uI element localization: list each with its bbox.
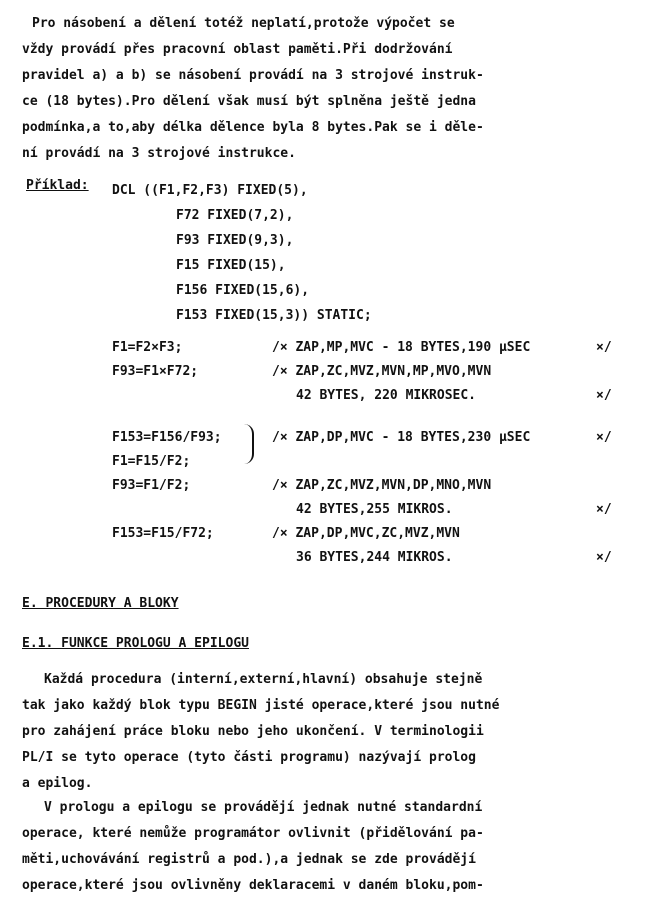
code-comment: /× ZAP,ZC,MVZ,MVN,DP,MNO,MVN	[272, 478, 492, 493]
code-statement: F93=F1/F2;	[112, 478, 191, 493]
body-line: měti,uchovávání registrů a pod.),a jednak se zde provádějí	[22, 852, 476, 867]
example-label: Příklad:	[26, 178, 89, 193]
intro-line: podmínka,a to,aby délka dělence byla 8 bytes.Pak se i děle-	[22, 120, 484, 135]
code-declaration-line: F93 FIXED(9,3),	[176, 233, 294, 248]
code-statement: F153=F156/F93;	[112, 430, 222, 445]
code-declaration-line: F72 FIXED(7,2),	[176, 208, 294, 223]
comment-end: ×/	[596, 550, 612, 565]
body-line: pro zahájení práce bloku nebo jeho ukončení. V terminologii	[22, 724, 484, 739]
body-line: operace,které jsou ovlivněny deklaracemi v daném bloku,pom-	[22, 878, 484, 893]
grouping-brace	[244, 424, 254, 464]
code-statement: F1=F15/F2;	[112, 454, 191, 469]
body-line: tak jako každý blok typu BEGIN jisté operace,které jsou nutné	[22, 698, 500, 713]
code-declaration-line: F153 FIXED(15,3)) STATIC;	[176, 308, 372, 323]
body-line: Každá procedura (interní,externí,hlavní) obsahuje stejně	[44, 672, 483, 687]
comment-end: ×/	[596, 340, 612, 355]
body-line: PL/I se tyto operace (tyto části programu) nazývají prolog	[22, 750, 476, 765]
code-declaration-line: F15 FIXED(15),	[176, 258, 286, 273]
code-comment: 42 BYTES, 220 MIKROSEC.	[296, 388, 477, 403]
code-comment: 42 BYTES,255 MIKROS.	[296, 502, 453, 517]
code-statement: F1=F2×F3;	[112, 340, 183, 355]
subsection-heading: E.1. FUNKCE PROLOGU A EPILOGU	[22, 636, 249, 651]
section-heading: E. PROCEDURY A BLOKY	[22, 596, 179, 611]
code-declaration-line: DCL ((F1,F2,F3) FIXED(5),	[112, 183, 308, 198]
body-line: V prologu a epilogu se provádějí jednak nutné standardní	[44, 800, 483, 815]
comment-end: ×/	[596, 502, 612, 517]
code-comment: /× ZAP,DP,MVC,ZC,MVZ,MVN	[272, 526, 460, 541]
code-comment: /× ZAP,ZC,MVZ,MVN,MP,MVO,MVN	[272, 364, 492, 379]
comment-end: ×/	[596, 388, 612, 403]
code-comment: 36 BYTES,244 MIKROS.	[296, 550, 453, 565]
intro-line: ní provádí na 3 strojové instrukce.	[22, 146, 296, 161]
intro-line: Pro násobení a dělení totéž neplatí,protože výpočet se	[32, 16, 455, 31]
code-statement: F93=F1×F72;	[112, 364, 199, 379]
code-statement: F153=F15/F72;	[112, 526, 214, 541]
intro-line: pravidel a) a b) se násobení provádí na 3 strojové instruk-	[22, 68, 484, 83]
code-comment: /× ZAP,DP,MVC - 18 BYTES,230 µSEC	[272, 430, 531, 445]
code-declaration-line: F156 FIXED(15,6),	[176, 283, 310, 298]
body-line: operace, které nemůže programátor ovlivnit (přidělování pa-	[22, 826, 484, 841]
intro-line: vždy provádí přes pracovní oblast paměti.Při dodržování	[22, 42, 453, 57]
intro-line: ce (18 bytes).Pro dělení však musí být splněna ještě jedna	[22, 94, 476, 109]
body-line: a epilog.	[22, 776, 93, 791]
comment-end: ×/	[596, 430, 612, 445]
code-comment: /× ZAP,MP,MVC - 18 BYTES,190 µSEC	[272, 340, 531, 355]
